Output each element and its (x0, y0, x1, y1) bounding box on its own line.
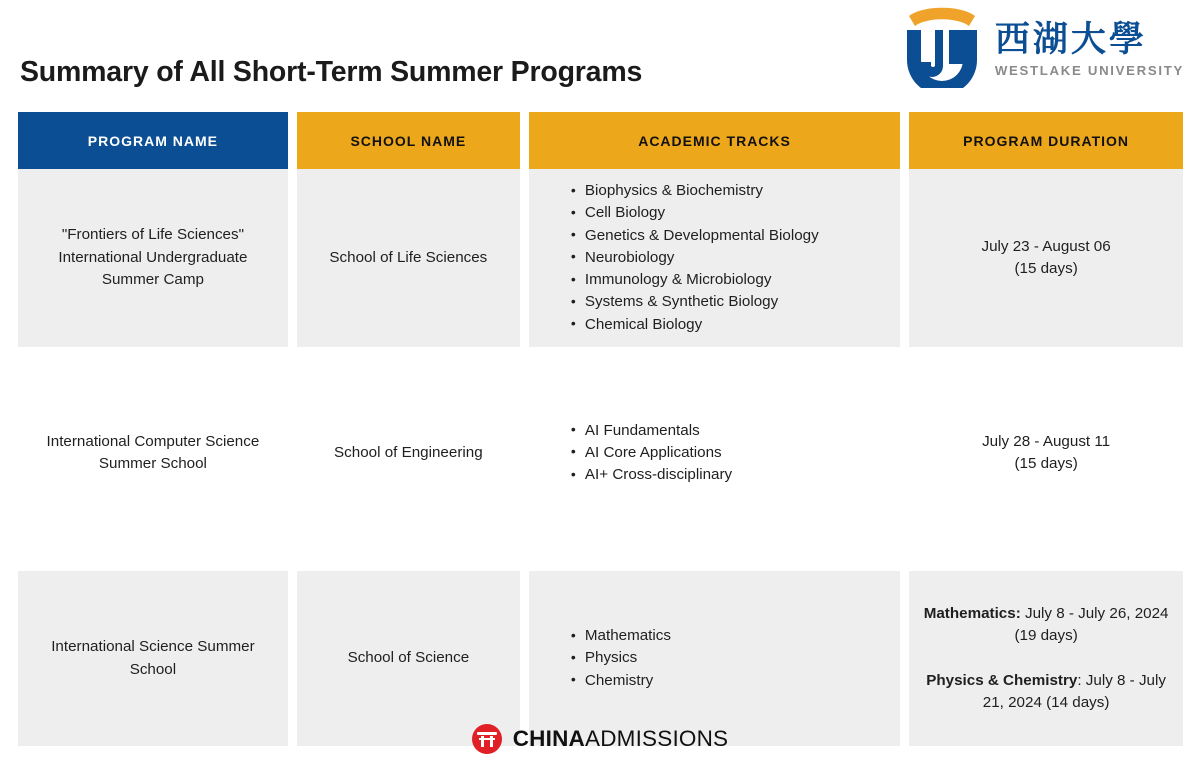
westlake-chinese-name: 西湖大學 (994, 19, 1147, 60)
column-header-academic-tracks: ACADEMIC TRACKS (529, 112, 900, 169)
cell-school-name (297, 571, 520, 746)
cell-school-name (297, 394, 520, 512)
academic-track-item: • Genetics & Developmental Biology (571, 225, 888, 247)
program-duration-text (921, 603, 1171, 714)
academic-track-item: • Chemistry (571, 670, 888, 692)
programs-table (18, 112, 1183, 746)
page-title: Summary of All Short-Term Summer Programs (20, 56, 643, 88)
brand-name-bold: CHINA (512, 726, 585, 751)
academic-track-item: • Systems & Synthetic Biology (571, 291, 888, 313)
row-spacer (18, 512, 1183, 571)
china-admissions-torii-icon (472, 724, 502, 754)
table-row (18, 169, 1183, 347)
academic-track-item: • Chemical Biology (571, 314, 888, 336)
cell-academic-tracks (529, 571, 900, 746)
duration-line: Mathematics: July 8 - July 26, 2024 (19 days) (923, 604, 1169, 645)
academic-track-item: • AI Core Applications (571, 442, 888, 464)
cell-program-duration (909, 394, 1183, 512)
westlake-wu-monogram-icon (899, 4, 985, 88)
academic-track-item: • Mathematics (571, 625, 888, 647)
cell-academic-tracks (529, 169, 900, 347)
school-name-text: School of Engineering (334, 443, 483, 461)
westlake-english-name: WESTLAKE UNIVERSITY (994, 63, 1184, 78)
row-spacer (18, 347, 1183, 394)
footer-branding (0, 724, 1200, 754)
academic-track-item: • Physics (571, 647, 888, 669)
westlake-university-logo (899, 4, 1184, 88)
program-duration-text (921, 431, 1171, 476)
academic-track-item: • AI Fundamentals (571, 420, 888, 442)
program-duration-text (921, 236, 1171, 281)
academic-tracks-list (541, 420, 888, 487)
program-name-text: International Computer Science Summer School (46, 432, 260, 472)
program-name-text: International Science Summer School (51, 638, 255, 678)
table-header-row (18, 112, 1183, 169)
duration-line: Physics & Chemistry: July 8 - July 21, 2024 (14 days) (926, 671, 1166, 711)
cell-academic-tracks (529, 394, 900, 512)
duration-line: July 23 - August 06 (15 days) (981, 237, 1111, 277)
column-header-school-name: SCHOOL NAME (297, 112, 520, 169)
academic-tracks-list (541, 625, 888, 692)
westlake-logo-mark (899, 4, 985, 88)
china-admissions-wordmark (513, 726, 729, 752)
duration-line: July 28 - August 11 (15 days) (982, 432, 1111, 472)
cell-program-name (18, 169, 288, 347)
academic-track-item: • Cell Biology (571, 202, 888, 224)
table-row (18, 571, 1183, 746)
school-name-text: School of Life Sciences (329, 248, 488, 266)
cell-program-duration (909, 571, 1183, 746)
table-row (18, 394, 1183, 512)
academic-tracks-list (541, 180, 888, 336)
cell-school-name (297, 169, 520, 347)
academic-track-item: • Neurobiology (571, 247, 888, 269)
program-name-text: "Frontiers of Life Sciences" International Undergraduate Summer Camp (58, 226, 248, 289)
academic-track-item: • Immunology & Microbiology (571, 269, 888, 291)
school-name-text: School of Science (347, 649, 470, 667)
cell-program-duration (909, 169, 1183, 347)
column-header-program-duration: PROGRAM DURATION (909, 112, 1183, 169)
academic-track-item: • Biophysics & Biochemistry (571, 180, 888, 202)
academic-track-item: • AI+ Cross-disciplinary (571, 464, 888, 486)
cell-program-name (18, 571, 288, 746)
column-header-program-name: PROGRAM NAME (18, 112, 288, 169)
brand-name-light: ADMISSIONS (584, 726, 729, 751)
page-header (0, 0, 1200, 104)
westlake-logo-text (995, 4, 1184, 78)
cell-program-name (18, 394, 288, 512)
